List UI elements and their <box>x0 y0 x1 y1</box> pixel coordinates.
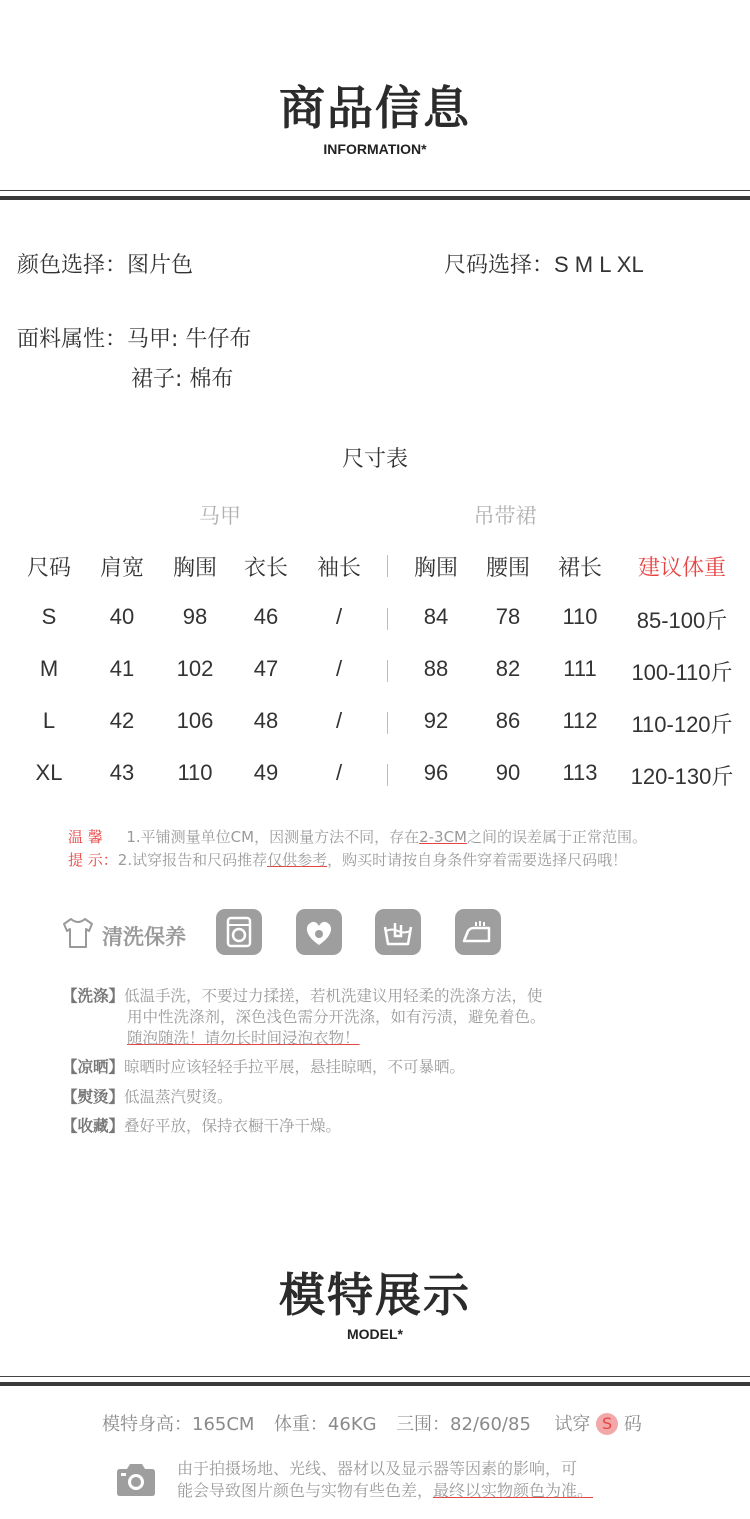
group-dress: 吊带裙 <box>473 504 537 528</box>
tip-label-1: 温 馨 <box>68 828 103 846</box>
model-note <box>177 1458 593 1502</box>
table-header-cell: 胸围 <box>172 556 217 581</box>
table-cell: 98 <box>182 604 208 629</box>
column-separator <box>387 712 388 734</box>
care-tag: 【洗涤】 <box>62 987 125 1005</box>
care-text: 低温手洗，不要过力揉搓，若机洗建议用轻柔的洗涤方法，使 <box>124 987 543 1005</box>
care-tag: 【收藏】 <box>62 1117 125 1135</box>
table-header-cell: 衣长 <box>243 556 288 581</box>
model-measurements: 三围：82/60/85 <box>396 1414 531 1435</box>
size-table-title: 尺寸表 <box>341 447 408 472</box>
size-label: 尺码选择： <box>444 253 555 278</box>
model-try-suffix: 码 <box>623 1414 642 1435</box>
table-cell: 88 <box>423 656 449 681</box>
table-cell: 48 <box>253 708 279 733</box>
table-header-cell: 裙长 <box>557 556 602 581</box>
tip-highlight: 2-3CM <box>419 828 467 846</box>
table-cell: 82 <box>495 656 521 681</box>
divider-thick <box>0 1382 750 1386</box>
divider-thin <box>0 1376 750 1377</box>
column-separator <box>387 764 388 786</box>
table-cell: 110 <box>177 760 213 785</box>
table-cell: / <box>335 604 343 629</box>
table-cell: 92 <box>423 708 449 733</box>
column-separator <box>387 608 388 630</box>
table-header-cell: 建议体重 <box>637 556 726 581</box>
table-header-cell: 尺码 <box>26 556 71 581</box>
table-cell: 49 <box>253 760 279 785</box>
camera-icon <box>113 1462 159 1502</box>
column-separator <box>387 555 388 577</box>
table-cell: 84 <box>423 604 449 629</box>
model-subtitle: MODEL* <box>347 1326 403 1342</box>
table-cell: 110 <box>562 604 598 629</box>
table-cell: 78 <box>495 604 521 629</box>
table-cell: 47 <box>253 656 279 681</box>
model-title: 模特展示 <box>279 1268 471 1322</box>
care-iron <box>62 1087 233 1108</box>
washing-machine-icon <box>216 909 262 955</box>
color-label: 颜色选择： <box>17 253 128 278</box>
tip-text: 2.试穿报告和尺码推荐 <box>117 851 268 869</box>
table-cell: 46 <box>253 604 279 629</box>
fabric-dress: 裙子: 棉布 <box>131 367 234 392</box>
model-note-line2 <box>177 1480 593 1502</box>
table-cell: 120-130斤 <box>630 764 734 789</box>
table-cell: 86 <box>495 708 521 733</box>
table-cell: S <box>41 604 57 629</box>
tip-line-2 <box>68 849 627 870</box>
size-value: S M L XL <box>554 252 644 277</box>
group-vest: 马甲 <box>199 504 241 528</box>
heart-hand-icon <box>296 909 342 955</box>
care-text: 晾晒时应该轻轻手拉平展，悬挂晾晒，不可暴晒。 <box>124 1058 466 1076</box>
table-cell: 96 <box>423 760 449 785</box>
care-text: 随泡随洗！请勿长时间浸泡衣物！ <box>127 1029 360 1047</box>
table-cell: / <box>335 656 343 681</box>
care-text: 用中性洗涤剂，深色浅色需分开洗涤，如有污渍，避免着色。 <box>127 1008 546 1026</box>
info-title: 商品信息 <box>279 81 471 135</box>
care-tag: 【凉晒】 <box>62 1058 125 1076</box>
divider-thin <box>0 190 750 191</box>
table-cell: 110-120斤 <box>631 712 733 737</box>
tip-line-1 <box>68 826 647 847</box>
table-cell: 112 <box>562 708 598 733</box>
color-value: 图片色 <box>127 253 194 278</box>
table-cell: 106 <box>176 708 214 733</box>
tshirt-icon <box>60 916 96 954</box>
model-stats <box>102 1410 642 1436</box>
table-header-cell: 胸围 <box>413 556 458 581</box>
tip-text: ，购买时请按自身条件穿着需要选择尺码哦！ <box>327 851 628 869</box>
care-storage <box>62 1116 341 1137</box>
care-dry <box>62 1057 465 1078</box>
table-cell: M <box>39 656 59 681</box>
fabric-label: 面料属性： <box>17 327 128 352</box>
model-height: 模特身高：165CM <box>102 1414 255 1435</box>
tip-highlight: 仅供参考 <box>267 851 328 869</box>
care-wash <box>62 986 662 1049</box>
fabric-attribute <box>17 322 251 353</box>
table-cell: 113 <box>562 760 598 785</box>
divider-thick <box>0 196 750 200</box>
tip-text: 1.平铺测量单位CM，因测量方法不同，存在 <box>126 828 420 846</box>
table-cell: 41 <box>109 656 135 681</box>
table-cell: / <box>335 708 343 733</box>
table-cell: 85-100斤 <box>636 608 728 633</box>
table-cell: 111 <box>563 656 597 681</box>
model-note-line1: 由于拍摄场地、光线、器材以及显示器等因素的影响，可 <box>177 1459 578 1478</box>
fabric-vest: 马甲: 牛仔布 <box>127 327 252 352</box>
hand-wash-basin-icon <box>375 909 421 955</box>
info-subtitle: INFORMATION* <box>323 141 427 157</box>
model-note-text: 能会导致图片颜色与实物有些色差， <box>177 1481 434 1500</box>
table-cell: 90 <box>495 760 521 785</box>
table-cell: XL <box>35 760 63 785</box>
table-cell: 42 <box>109 708 135 733</box>
column-separator <box>387 660 388 682</box>
model-weight: 体重：46KG <box>273 1414 377 1435</box>
table-cell: 43 <box>109 760 135 785</box>
care-tag: 【熨烫】 <box>62 1088 125 1106</box>
table-header-cell: 袖长 <box>316 556 361 581</box>
table-cell: 102 <box>176 656 214 681</box>
care-title: 清洗保养 <box>102 925 186 949</box>
size-attribute <box>444 248 644 279</box>
model-note-highlight: 最终以实物颜色为准。 <box>433 1481 594 1500</box>
table-header-cell: 肩宽 <box>99 556 144 581</box>
table-cell: 40 <box>109 604 135 629</box>
table-cell: L <box>42 708 56 733</box>
tip-label-2: 提 示： <box>68 851 118 869</box>
table-cell: 100-110斤 <box>631 660 733 685</box>
care-text: 低温蒸汽熨烫。 <box>124 1088 233 1106</box>
care-text: 叠好平放，保持衣橱干净干燥。 <box>124 1117 342 1135</box>
iron-icon <box>455 909 501 955</box>
table-header-cell: 腰围 <box>485 556 530 581</box>
tip-text: 之间的误差属于正常范围。 <box>467 828 648 846</box>
model-try-size-badge: S <box>596 1413 618 1435</box>
color-attribute <box>17 248 193 279</box>
table-cell: / <box>335 760 343 785</box>
model-try-label: 试穿 <box>554 1414 591 1435</box>
